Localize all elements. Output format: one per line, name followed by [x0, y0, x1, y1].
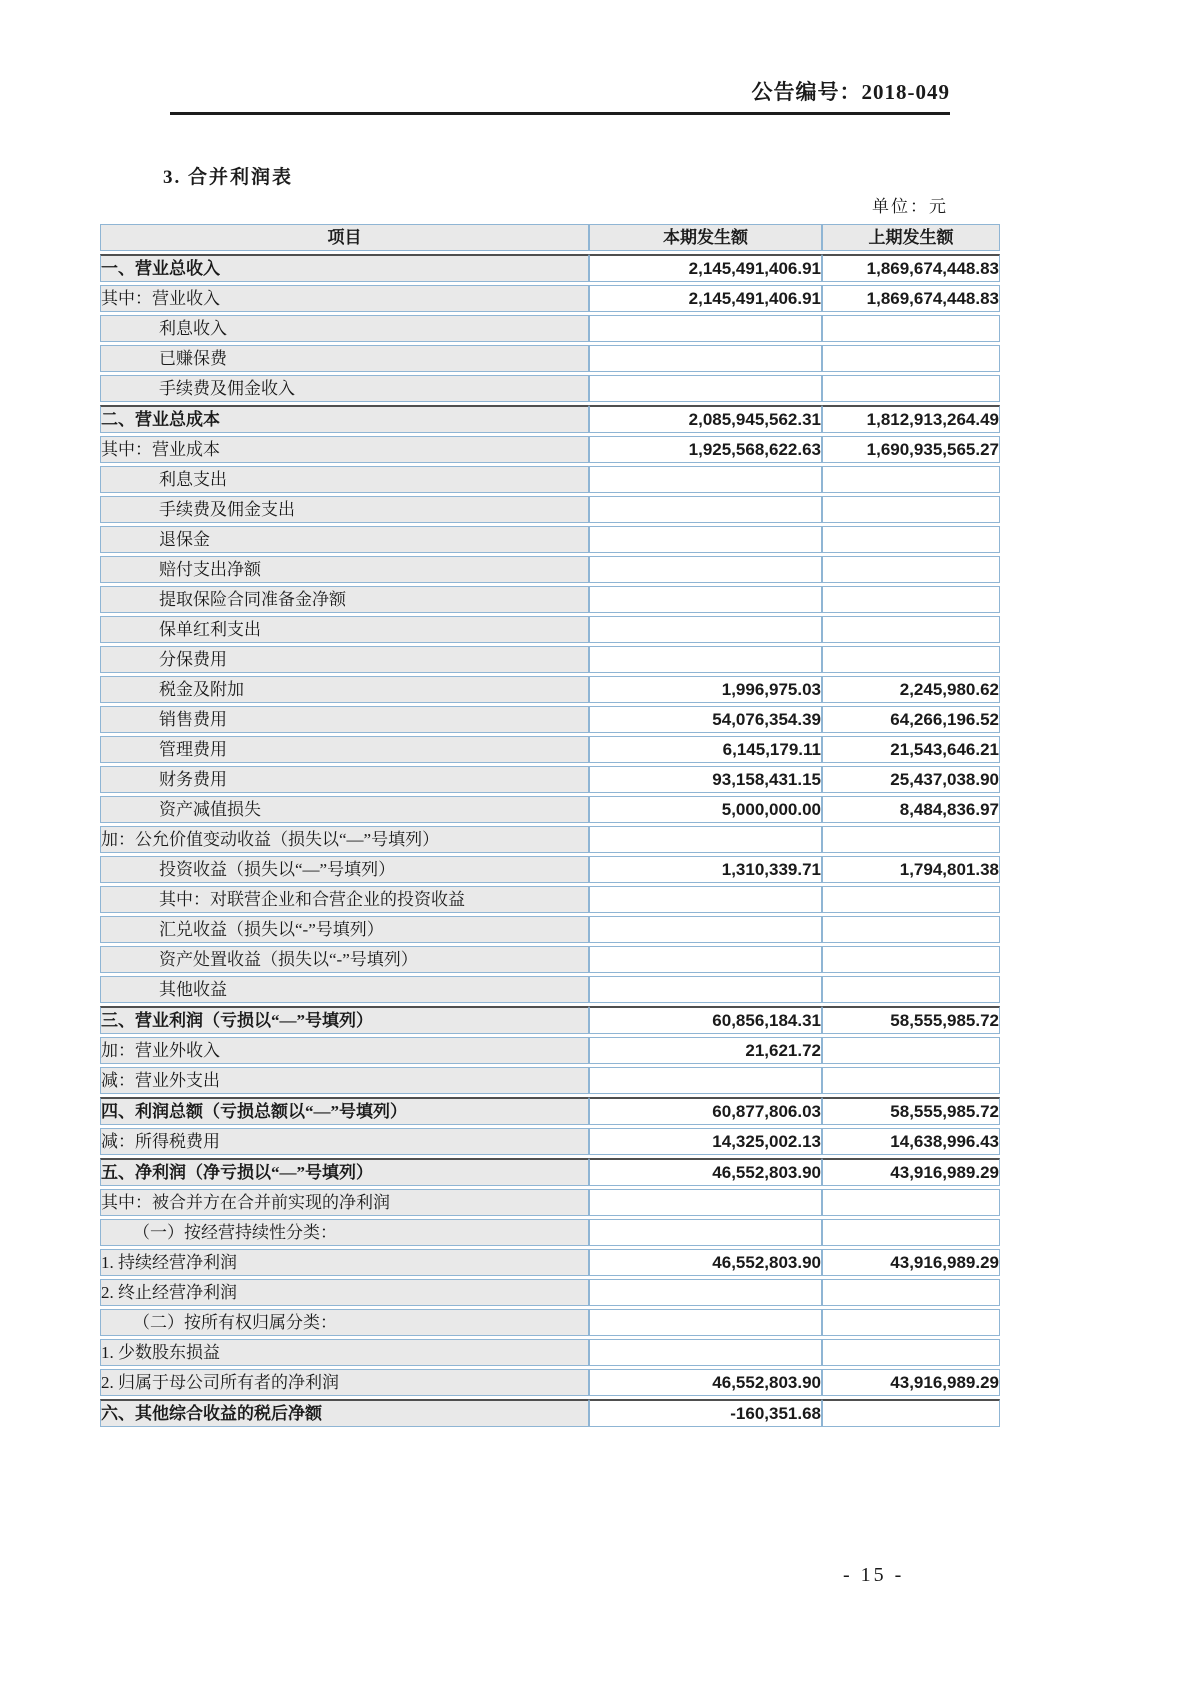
- row-previous-amount: 21,543,646.21: [822, 736, 1000, 763]
- table-row: [100, 616, 1000, 643]
- table-row: [100, 1006, 1000, 1034]
- row-previous-amount: [822, 1037, 1000, 1064]
- row-label: 销售费用: [100, 706, 589, 733]
- row-current-amount: 1,996,975.03: [589, 676, 822, 703]
- row-current-amount: 1,310,339.71: [589, 856, 822, 883]
- row-label: 分保费用: [100, 646, 589, 673]
- row-previous-amount: [822, 826, 1000, 853]
- row-current-amount: -160,351.68: [589, 1399, 822, 1427]
- row-current-amount: [589, 526, 822, 553]
- row-previous-amount: [822, 526, 1000, 553]
- table-header-row: [100, 224, 1000, 251]
- row-previous-amount: [822, 586, 1000, 613]
- column-header-item: 项目: [100, 224, 589, 251]
- table-row: [100, 405, 1000, 433]
- row-label: 管理费用: [100, 736, 589, 763]
- row-label: 保单红利支出: [100, 616, 589, 643]
- row-previous-amount: [822, 1067, 1000, 1094]
- table-row: [100, 1067, 1000, 1094]
- row-current-amount: 60,856,184.31: [589, 1006, 822, 1034]
- row-label: 财务费用: [100, 766, 589, 793]
- row-label: 2. 归属于母公司所有者的净利润: [100, 1369, 589, 1396]
- table-row: [100, 796, 1000, 823]
- row-label: 手续费及佣金收入: [100, 375, 589, 402]
- row-label: 加：营业外收入: [100, 1037, 589, 1064]
- row-current-amount: 93,158,431.15: [589, 766, 822, 793]
- row-current-amount: [589, 556, 822, 583]
- row-label: 税金及附加: [100, 676, 589, 703]
- row-current-amount: [589, 315, 822, 342]
- row-current-amount: 2,145,491,406.91: [589, 254, 822, 282]
- row-previous-amount: 64,266,196.52: [822, 706, 1000, 733]
- row-label: 提取保险合同准备金净额: [100, 586, 589, 613]
- table-row: [100, 586, 1000, 613]
- row-label: 其中：被合并方在合并前实现的净利润: [100, 1189, 589, 1216]
- row-current-amount: [589, 1189, 822, 1216]
- row-label: 利息收入: [100, 315, 589, 342]
- table-row: [100, 254, 1000, 282]
- table-row: [100, 706, 1000, 733]
- row-label: 1. 持续经营净利润: [100, 1249, 589, 1276]
- row-previous-amount: 1,869,674,448.83: [822, 254, 1000, 282]
- row-label: 六、其他综合收益的税后净额: [100, 1399, 589, 1427]
- row-label: 1. 少数股东损益: [100, 1339, 589, 1366]
- row-label: 手续费及佣金支出: [100, 496, 589, 523]
- row-current-amount: 14,325,002.13: [589, 1128, 822, 1155]
- row-previous-amount: 58,555,985.72: [822, 1006, 1000, 1034]
- row-current-amount: [589, 646, 822, 673]
- row-previous-amount: 1,690,935,565.27: [822, 436, 1000, 463]
- table-row: [100, 556, 1000, 583]
- table-row: [100, 886, 1000, 913]
- table-row: [100, 1279, 1000, 1306]
- row-label: 投资收益（损失以“—”号填列）: [100, 856, 589, 883]
- unit-label: 单位：元: [872, 197, 948, 216]
- row-current-amount: [589, 1339, 822, 1366]
- table-row: [100, 826, 1000, 853]
- row-previous-amount: [822, 946, 1000, 973]
- row-previous-amount: [822, 1279, 1000, 1306]
- row-current-amount: [589, 826, 822, 853]
- row-previous-amount: 8,484,836.97: [822, 796, 1000, 823]
- row-current-amount: 54,076,354.39: [589, 706, 822, 733]
- page-title: 3. 合并利润表: [163, 167, 294, 188]
- row-previous-amount: 14,638,996.43: [822, 1128, 1000, 1155]
- row-previous-amount: [822, 1219, 1000, 1246]
- table-row: [100, 1219, 1000, 1246]
- table-row: [100, 1128, 1000, 1155]
- table-row: [100, 1097, 1000, 1125]
- row-current-amount: 46,552,803.90: [589, 1369, 822, 1396]
- row-label: 减：所得税费用: [100, 1128, 589, 1155]
- row-current-amount: 21,621.72: [589, 1037, 822, 1064]
- table-row: [100, 526, 1000, 553]
- row-label: 利息支出: [100, 466, 589, 493]
- row-previous-amount: 2,245,980.62: [822, 676, 1000, 703]
- table-row: [100, 946, 1000, 973]
- row-previous-amount: 1,812,913,264.49: [822, 405, 1000, 433]
- row-previous-amount: 43,916,989.29: [822, 1158, 1000, 1186]
- row-previous-amount: [822, 616, 1000, 643]
- table-row: [100, 466, 1000, 493]
- table-row: [100, 436, 1000, 463]
- row-label: 其中：营业收入: [100, 285, 589, 312]
- row-label: 五、净利润（净亏损以“—”号填列）: [100, 1158, 589, 1186]
- row-previous-amount: [822, 496, 1000, 523]
- row-current-amount: [589, 1219, 822, 1246]
- row-previous-amount: [822, 315, 1000, 342]
- table-row: [100, 916, 1000, 943]
- table-row: [100, 1158, 1000, 1186]
- row-previous-amount: [822, 345, 1000, 372]
- table-row: [100, 285, 1000, 312]
- row-current-amount: 60,877,806.03: [589, 1097, 822, 1125]
- row-current-amount: 46,552,803.90: [589, 1249, 822, 1276]
- row-previous-amount: [822, 1309, 1000, 1336]
- row-label: 其中：对联营企业和合营企业的投资收益: [100, 886, 589, 913]
- column-header-current-period: 本期发生额: [589, 224, 822, 251]
- row-label: 其他收益: [100, 976, 589, 1003]
- row-previous-amount: [822, 1189, 1000, 1216]
- table-row: [100, 375, 1000, 402]
- row-current-amount: 6,145,179.11: [589, 736, 822, 763]
- table-row: [100, 766, 1000, 793]
- row-label: （一）按经营持续性分类：: [100, 1219, 589, 1246]
- table-row: [100, 646, 1000, 673]
- row-label: 加：公允价值变动收益（损失以“—”号填列）: [100, 826, 589, 853]
- row-current-amount: [589, 375, 822, 402]
- row-previous-amount: [822, 375, 1000, 402]
- row-current-amount: 5,000,000.00: [589, 796, 822, 823]
- row-label: 退保金: [100, 526, 589, 553]
- row-previous-amount: [822, 1339, 1000, 1366]
- table-row: [100, 1249, 1000, 1276]
- income-statement-body: [100, 254, 1000, 1427]
- row-label: 一、营业总收入: [100, 254, 589, 282]
- page-number: - 15 -: [843, 1564, 905, 1586]
- row-current-amount: 1,925,568,622.63: [589, 436, 822, 463]
- row-previous-amount: [822, 466, 1000, 493]
- row-current-amount: [589, 616, 822, 643]
- row-label: 汇兑收益（损失以“-”号填列）: [100, 916, 589, 943]
- table-row: [100, 315, 1000, 342]
- row-current-amount: [589, 496, 822, 523]
- row-label: （二）按所有权归属分类：: [100, 1309, 589, 1336]
- announcement-number: 公告编号：2018-049: [751, 80, 950, 104]
- row-current-amount: [589, 1309, 822, 1336]
- row-current-amount: [589, 466, 822, 493]
- row-current-amount: 2,145,491,406.91: [589, 285, 822, 312]
- row-previous-amount: 1,794,801.38: [822, 856, 1000, 883]
- row-current-amount: [589, 916, 822, 943]
- column-header-prior-period: 上期发生额: [822, 224, 1000, 251]
- table-row: [100, 676, 1000, 703]
- row-label: 资产减值损失: [100, 796, 589, 823]
- row-current-amount: [589, 1067, 822, 1094]
- row-current-amount: 46,552,803.90: [589, 1158, 822, 1186]
- row-previous-amount: 1,869,674,448.83: [822, 285, 1000, 312]
- row-previous-amount: 25,437,038.90: [822, 766, 1000, 793]
- row-label: 二、营业总成本: [100, 405, 589, 433]
- row-current-amount: [589, 345, 822, 372]
- row-label: 赔付支出净额: [100, 556, 589, 583]
- row-current-amount: [589, 586, 822, 613]
- table-row: [100, 1339, 1000, 1366]
- row-current-amount: [589, 946, 822, 973]
- table-row: [100, 345, 1000, 372]
- table-row: [100, 976, 1000, 1003]
- row-label: 减：营业外支出: [100, 1067, 589, 1094]
- table-row: [100, 496, 1000, 523]
- table-row: [100, 1309, 1000, 1336]
- row-previous-amount: [822, 646, 1000, 673]
- row-previous-amount: 58,555,985.72: [822, 1097, 1000, 1125]
- table-row: [100, 1399, 1000, 1427]
- table-row: [100, 1369, 1000, 1396]
- row-label: 其中：营业成本: [100, 436, 589, 463]
- row-label: 三、营业利润（亏损以“—”号填列）: [100, 1006, 589, 1034]
- income-statement-table: [100, 221, 1000, 1430]
- row-previous-amount: [822, 916, 1000, 943]
- table-row: [100, 1037, 1000, 1064]
- table-row: [100, 1189, 1000, 1216]
- header-rule: [170, 112, 950, 115]
- row-previous-amount: 43,916,989.29: [822, 1249, 1000, 1276]
- row-label: 已赚保费: [100, 345, 589, 372]
- row-previous-amount: [822, 1399, 1000, 1427]
- row-current-amount: 2,085,945,562.31: [589, 405, 822, 433]
- row-previous-amount: [822, 886, 1000, 913]
- row-current-amount: [589, 976, 822, 1003]
- row-label: 资产处置收益（损失以“-”号填列）: [100, 946, 589, 973]
- row-label: 四、利润总额（亏损总额以“—”号填列）: [100, 1097, 589, 1125]
- row-previous-amount: 43,916,989.29: [822, 1369, 1000, 1396]
- table-row: [100, 736, 1000, 763]
- row-label: 2. 终止经营净利润: [100, 1279, 589, 1306]
- row-previous-amount: [822, 556, 1000, 583]
- row-previous-amount: [822, 976, 1000, 1003]
- row-current-amount: [589, 886, 822, 913]
- table-row: [100, 856, 1000, 883]
- row-current-amount: [589, 1279, 822, 1306]
